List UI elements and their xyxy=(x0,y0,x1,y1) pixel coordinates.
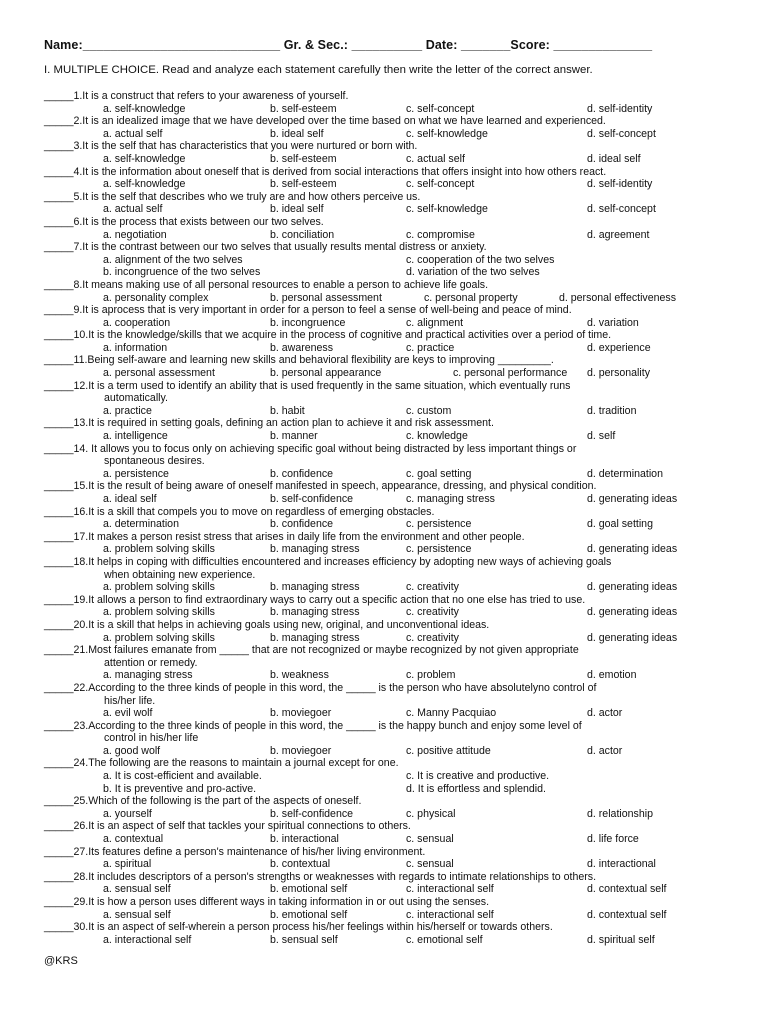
answer-blank[interactable]: _____ xyxy=(44,379,74,392)
choice-row xyxy=(44,203,744,216)
choice-row xyxy=(44,103,744,116)
question-line xyxy=(44,417,744,430)
choice-option: c. interactional self xyxy=(406,883,494,896)
choice-option: b. weakness xyxy=(270,669,329,682)
choice-row xyxy=(44,707,744,720)
choice-option: a. alignment of the two selves xyxy=(103,253,243,266)
choice-option: d. ideal self xyxy=(587,152,641,165)
answer-blank[interactable]: _____ xyxy=(44,215,74,228)
choice-option: d. personality xyxy=(587,367,651,380)
question-line xyxy=(44,757,744,770)
choice-option: b. self-confidence xyxy=(270,493,354,505)
choice-option: a. ideal self xyxy=(103,493,157,505)
choice-option: c. custom xyxy=(406,404,452,417)
choice-option: c. goal setting xyxy=(406,467,472,480)
question-item xyxy=(44,216,744,241)
choice-row xyxy=(44,254,744,267)
choice-option: d. actor xyxy=(587,744,623,757)
choice-option: b. sensual self xyxy=(270,933,338,946)
choice-option: c. managing stress xyxy=(406,493,495,505)
choice-option: b. personal appearance xyxy=(270,367,382,380)
question-line xyxy=(44,241,744,254)
question-stem: 23.According to the three kinds of people in this word, the _____ is the happy bunch and enjoy some level of xyxy=(73,719,582,732)
choice-option: c. self-concept xyxy=(406,102,475,115)
choice-option: c. creativity xyxy=(406,631,459,644)
answer-blank[interactable]: _____ xyxy=(44,896,74,908)
question-line xyxy=(44,115,744,128)
choice-option: a. personal assessment xyxy=(103,367,215,380)
question-stem: 29.It is how a person uses different ways in taking information in or out using the senses. xyxy=(73,896,490,908)
question-line xyxy=(44,354,744,367)
question-item xyxy=(44,795,744,820)
choice-option: a. intelligence xyxy=(103,430,168,443)
choice-option: d. spiritual self xyxy=(587,933,655,946)
choice-option: b. self-esteem xyxy=(270,152,337,165)
choice-option: a. determination xyxy=(103,518,179,531)
answer-blank[interactable]: _____ xyxy=(44,593,74,606)
question-line xyxy=(44,795,744,808)
choice-option: c. emotional self xyxy=(406,933,483,946)
question-stem: 30.It is an aspect of self-wherein a person process his/her feelings within his/herself or towards others. xyxy=(73,921,553,934)
question-item xyxy=(44,820,744,845)
question-line xyxy=(44,506,744,519)
question-stem: 25.Which of the following is the part of the aspects of oneself. xyxy=(73,795,362,808)
choice-option: b. conciliation xyxy=(270,228,335,241)
choice-option: a. evil wolf xyxy=(103,707,153,720)
choice-option: c. creativity xyxy=(406,581,459,594)
choice-option: a. cooperation xyxy=(103,316,171,329)
choice-row xyxy=(44,493,744,506)
choice-row xyxy=(44,543,744,556)
choice-option: b. managing stress xyxy=(270,543,360,556)
choice-option: d. goal setting xyxy=(587,518,653,531)
question-line xyxy=(44,921,744,934)
choice-option: c. sensual xyxy=(406,858,454,871)
choice-option: c. self-knowledge xyxy=(406,203,488,216)
choice-option: b. ideal self xyxy=(270,127,324,140)
question-line xyxy=(44,846,744,859)
choice-option: b. managing stress xyxy=(270,631,360,644)
choice-option: b. managing stress xyxy=(270,581,360,594)
question-stem: 10.It is the knowledge/skills that we acquire in the process of cognitive and practical activities over a period of time. xyxy=(73,329,612,342)
choice-option: c. It is creative and productive. xyxy=(406,770,550,783)
question-stem: 7.It is the contrast between our two selves that usually results mental distress or anxiety. xyxy=(73,241,487,254)
question-stem: 3.It is the self that has characteristics that you were nurtured or born with. xyxy=(73,140,418,153)
author-mark: @KRS xyxy=(44,955,78,967)
question-stem: 12.It is a term used to identify an ability that is used frequently in the same situation, which eventually runs xyxy=(73,379,571,392)
choice-row xyxy=(44,128,744,141)
choice-option: d. relationship xyxy=(587,807,653,820)
question-stem: 27.Its features define a person's maintenance of his/her living environment. xyxy=(73,845,426,858)
choice-option: a. sensual self xyxy=(103,883,171,896)
answer-blank[interactable]: _____ xyxy=(44,304,74,317)
choice-option: d. actor xyxy=(587,707,623,720)
answer-blank[interactable]: _____ xyxy=(44,90,74,102)
choice-option: b. moviegoer xyxy=(270,707,332,720)
choice-option: b. confidence xyxy=(270,518,334,531)
question-item xyxy=(44,115,744,140)
question-stem: 20.It is a skill that helps in achieving goals using new, original, and unconventional ideas. xyxy=(73,618,490,631)
answer-blank[interactable]: _____ xyxy=(44,354,74,367)
choice-option: b. personal assessment xyxy=(270,291,382,304)
question-list xyxy=(44,90,744,946)
instructions: I. MULTIPLE CHOICE. Read and analyze each statement carefully then write the letter of the correct answer. xyxy=(44,64,593,76)
choice-option: a. self-knowledge xyxy=(103,152,186,165)
question-item xyxy=(44,896,744,921)
choice-option: a. information xyxy=(103,341,168,354)
question-item xyxy=(44,241,744,279)
choice-option: d. It is effortless and splendid. xyxy=(406,782,546,795)
question-stem: 14. It allows you to focus only on achieving specific goal without being distracted by less important things or xyxy=(73,442,577,455)
choice-option: b. It is preventive and pro-active. xyxy=(103,782,257,795)
question-stem-continued: automatically. xyxy=(104,392,168,405)
choice-option: b. awareness xyxy=(270,341,334,354)
choice-option: b. self-esteem xyxy=(270,178,337,191)
choice-option: d. interactional xyxy=(587,858,656,871)
student-info-header: Name:____________________________ Gr. & Sec.: __________ Date: _______Score: ______________ xyxy=(44,38,653,52)
choice-option: d. self-concept xyxy=(587,127,656,140)
question-line xyxy=(44,216,744,229)
question-item xyxy=(44,354,744,379)
choice-row xyxy=(44,266,744,279)
question-item xyxy=(44,140,744,165)
choice-option: a. spiritual xyxy=(103,858,152,871)
question-line xyxy=(44,644,744,657)
answer-blank[interactable]: _____ xyxy=(44,480,74,493)
question-line xyxy=(44,443,744,456)
question-item xyxy=(44,682,744,720)
question-stem: 18.It helps in coping with difficulties encountered and increases efficiency by adopting new ways of achieving goals xyxy=(73,555,612,568)
question-stem: 2.It is an idealized image that we have developed over the time based on what we have learned and experienced. xyxy=(73,115,606,128)
choice-option: c. Manny Pacquiao xyxy=(406,707,497,720)
question-item xyxy=(44,304,744,329)
choice-option: c. interactional self xyxy=(406,908,494,921)
choice-option: d. generating ideas xyxy=(587,581,678,594)
answer-blank[interactable]: _____ xyxy=(44,417,74,430)
question-stem-continued: control in his/her life xyxy=(104,732,199,745)
choice-option: a. self-knowledge xyxy=(103,102,186,115)
choice-option: d. agreement xyxy=(587,228,650,241)
choice-row xyxy=(44,770,744,783)
choice-option: c. persistence xyxy=(406,518,472,531)
question-stem: 22.According to the three kinds of people in this word, the _____ is the person who have absolutelyno control of xyxy=(73,681,597,694)
question-item xyxy=(44,380,744,418)
question-line xyxy=(44,556,744,569)
choice-option: c. personal property xyxy=(424,291,518,304)
answer-blank[interactable]: _____ xyxy=(44,278,74,291)
question-item xyxy=(44,191,744,216)
question-line xyxy=(44,191,744,204)
choice-row xyxy=(44,632,744,645)
choice-row xyxy=(44,783,744,796)
choice-option: c. cooperation of the two selves xyxy=(406,253,555,266)
question-stem: 8.It means making use of all personal resources to enable a person to achieve life goals. xyxy=(73,278,489,291)
choice-option: b. incongruence of the two selves xyxy=(103,266,261,279)
choice-option: b. managing stress xyxy=(270,606,360,619)
choice-option: a. problem solving skills xyxy=(103,631,215,644)
choice-row xyxy=(44,430,744,443)
choice-option: d. self-concept xyxy=(587,203,656,216)
question-stem: 9.It is aprocess that is very important in order for a person to feel a sense of well-being and peace of mind. xyxy=(73,304,572,317)
answer-blank[interactable]: _____ xyxy=(44,618,74,631)
choice-option: a. interactional self xyxy=(103,933,192,946)
answer-blank[interactable]: _____ xyxy=(44,115,74,128)
choice-row xyxy=(44,581,744,594)
question-stem: 26.It is an aspect of self that tackles your spiritual connections to others. xyxy=(73,820,411,833)
choice-option: a. actual self xyxy=(103,203,163,216)
choice-option: d. contextual self xyxy=(587,883,667,896)
choice-option: d. contextual self xyxy=(587,908,667,921)
question-line xyxy=(44,279,744,292)
question-item xyxy=(44,556,744,594)
choice-row xyxy=(44,317,744,330)
choice-option: c. self-concept xyxy=(406,178,475,191)
question-item xyxy=(44,506,744,531)
question-line xyxy=(44,90,744,103)
choice-option: b. incongruence xyxy=(270,316,346,329)
choice-option: c. knowledge xyxy=(406,430,468,443)
choice-option: d. personal effectiveness xyxy=(559,291,676,304)
question-stem: 1.It is a construct that refers to your awareness of yourself. xyxy=(73,90,349,102)
question-line xyxy=(44,531,744,544)
question-stem: 13.It is required in setting goals, defining an action plan to achieve it and risk assessment. xyxy=(73,417,494,430)
question-stem: 4.It is the information about oneself that is derived from social interactions that offers insight into how others react. xyxy=(73,165,607,178)
question-item xyxy=(44,531,744,556)
choice-option: a. contextual xyxy=(103,833,164,846)
choice-row xyxy=(44,909,744,922)
choice-option: d. self xyxy=(587,430,616,443)
choice-option: c. practice xyxy=(406,341,455,354)
question-item xyxy=(44,329,744,354)
choice-row xyxy=(44,808,744,821)
answer-blank[interactable]: _____ xyxy=(44,140,74,153)
choice-option: d. experience xyxy=(587,341,651,354)
question-item xyxy=(44,720,744,758)
choice-option: a. managing stress xyxy=(103,669,193,682)
answer-blank[interactable]: _____ xyxy=(44,505,74,518)
choice-row xyxy=(44,468,744,481)
choice-option: c. creativity xyxy=(406,606,459,619)
choice-option: c. actual self xyxy=(406,152,465,165)
choice-option: a. good wolf xyxy=(103,744,161,757)
choice-option: b. moviegoer xyxy=(270,744,332,757)
choice-option: a. problem solving skills xyxy=(103,581,215,594)
answer-blank[interactable]: _____ xyxy=(44,329,74,342)
answer-blank[interactable]: _____ xyxy=(44,719,74,732)
question-item xyxy=(44,90,744,115)
question-stem: 15.It is the result of being aware of oneself manifested in speech, appearance, dressing, and physical condition. xyxy=(73,480,597,493)
choice-option: a. personality complex xyxy=(103,291,209,304)
question-item xyxy=(44,619,744,644)
choice-option: a. actual self xyxy=(103,127,163,140)
question-line xyxy=(44,304,744,317)
question-item xyxy=(44,846,744,871)
choice-row xyxy=(44,518,744,531)
choice-option: a. self-knowledge xyxy=(103,178,186,191)
question-stem: 24.The following are the reasons to maintain a journal except for one. xyxy=(73,757,399,770)
choice-option: b. habit xyxy=(270,404,305,417)
question-item xyxy=(44,594,744,619)
answer-blank[interactable]: _____ xyxy=(44,921,74,934)
choice-option: d. generating ideas xyxy=(587,606,678,619)
choice-option: b. interactional xyxy=(270,833,339,846)
choice-option: b. emotional self xyxy=(270,908,348,921)
choice-option: c. alignment xyxy=(406,316,464,329)
choice-option: b. contextual xyxy=(270,858,331,871)
question-line xyxy=(44,896,744,909)
question-line xyxy=(44,871,744,884)
choice-option: c. personal performance xyxy=(453,367,568,380)
choice-row xyxy=(44,858,744,871)
choice-row xyxy=(44,342,744,355)
choice-option: d. variation of the two selves xyxy=(406,266,540,279)
choice-option: d. variation xyxy=(587,316,639,329)
answer-blank[interactable]: _____ xyxy=(44,530,74,543)
choice-row xyxy=(44,405,744,418)
choice-option: b. self-esteem xyxy=(270,102,337,115)
question-item xyxy=(44,757,744,795)
question-stem: 11.Being self-aware and learning new skills and behavioral flexibility are keys to improving _________. xyxy=(73,354,554,367)
choice-row xyxy=(44,229,744,242)
answer-blank[interactable]: _____ xyxy=(44,241,74,254)
question-stem-continued: his/her life. xyxy=(104,694,156,707)
answer-blank[interactable]: _____ xyxy=(44,870,74,883)
choice-option: b. emotional self xyxy=(270,883,348,896)
choice-option: d. life force xyxy=(587,833,639,846)
choice-option: b. self-confidence xyxy=(270,807,354,820)
question-item xyxy=(44,166,744,191)
choice-option: a. practice xyxy=(103,404,152,417)
answer-blank[interactable]: _____ xyxy=(44,681,74,694)
choice-option: b. ideal self xyxy=(270,203,324,216)
choice-row xyxy=(44,606,744,619)
choice-option: a. negotiation xyxy=(103,228,167,241)
answer-blank[interactable]: _____ xyxy=(44,165,74,178)
question-line xyxy=(44,140,744,153)
choice-row xyxy=(44,934,744,947)
answer-blank[interactable]: _____ xyxy=(44,795,74,808)
question-stem: 21.Most failures emanate from _____ that are not recognized or maybe recognized by not given appropriate xyxy=(73,644,579,657)
question-item xyxy=(44,279,744,304)
question-line xyxy=(44,619,744,632)
choice-option: c. physical xyxy=(406,807,456,820)
choice-option: c. self-knowledge xyxy=(406,127,488,140)
answer-blank[interactable]: _____ xyxy=(44,442,74,455)
choice-option: a. problem solving skills xyxy=(103,606,215,619)
choice-option: a. problem solving skills xyxy=(103,543,215,556)
choice-option: a. It is cost-efficient and available. xyxy=(103,770,262,783)
question-stem: 28.It includes descriptors of a person's strengths or weaknesses with regards to intimate relationships to others. xyxy=(73,870,597,883)
choice-row xyxy=(44,367,744,380)
choice-option: c. problem xyxy=(406,669,456,682)
question-item xyxy=(44,921,744,946)
choice-option: d. generating ideas xyxy=(587,493,678,505)
choice-row xyxy=(44,669,744,682)
choice-option: c. sensual xyxy=(406,833,454,846)
question-line xyxy=(44,682,744,695)
choice-option: a. sensual self xyxy=(103,908,171,921)
question-stem-continued: attention or remedy. xyxy=(104,656,198,669)
question-stem: 19.It allows a person to find extraordinary ways to carry out a specific action that no one else has tried to use. xyxy=(73,593,586,606)
question-stem: 5.It is the self that describes who we truly are and how others perceive us. xyxy=(73,190,421,203)
choice-option: d. self-identity xyxy=(587,178,653,191)
choice-option: d. generating ideas xyxy=(587,631,678,644)
question-line xyxy=(44,720,744,733)
answer-blank[interactable]: _____ xyxy=(44,757,74,770)
answer-blank[interactable]: _____ xyxy=(44,820,74,833)
choice-option: a. yourself xyxy=(103,807,152,820)
choice-row xyxy=(44,292,744,305)
question-line xyxy=(44,480,744,493)
question-stem-continued: spontaneous desires. xyxy=(104,455,205,468)
question-item xyxy=(44,417,744,442)
question-item xyxy=(44,443,744,481)
question-stem: 6.It is the process that exists between our two selves. xyxy=(73,215,324,228)
question-line xyxy=(44,329,744,342)
choice-option: a. persistence xyxy=(103,467,169,480)
question-item xyxy=(44,871,744,896)
choice-option: c. compromise xyxy=(406,228,475,241)
choice-option: d. determination xyxy=(587,467,663,480)
choice-option: c. persistence xyxy=(406,543,472,556)
choice-option: d. self-identity xyxy=(587,102,653,115)
answer-blank[interactable]: _____ xyxy=(44,644,74,657)
question-line xyxy=(44,380,744,393)
question-line xyxy=(44,594,744,607)
choice-option: d. emotion xyxy=(587,669,637,682)
choice-row xyxy=(44,178,744,191)
question-item xyxy=(44,480,744,505)
choice-option: b. manner xyxy=(270,430,318,443)
choice-row xyxy=(44,153,744,166)
question-stem: 16.It is a skill that compels you to move on regardless of emerging obstacles. xyxy=(73,505,435,518)
choice-row xyxy=(44,883,744,896)
question-item xyxy=(44,644,744,682)
choice-option: c. positive attitude xyxy=(406,744,491,757)
answer-blank[interactable]: _____ xyxy=(44,555,74,568)
choice-option: d. generating ideas xyxy=(587,543,678,556)
question-stem-continued: when obtaining new experience. xyxy=(104,568,256,581)
question-stem: 17.It makes a person resist stress that arises in daily life from the environment and other people. xyxy=(73,530,525,543)
choice-row xyxy=(44,833,744,846)
choice-option: d. tradition xyxy=(587,404,637,417)
choice-row xyxy=(44,745,744,758)
answer-blank[interactable]: _____ xyxy=(44,845,74,858)
choice-option: b. confidence xyxy=(270,467,334,480)
question-line xyxy=(44,166,744,179)
question-line xyxy=(44,820,744,833)
answer-blank[interactable]: _____ xyxy=(44,190,74,203)
